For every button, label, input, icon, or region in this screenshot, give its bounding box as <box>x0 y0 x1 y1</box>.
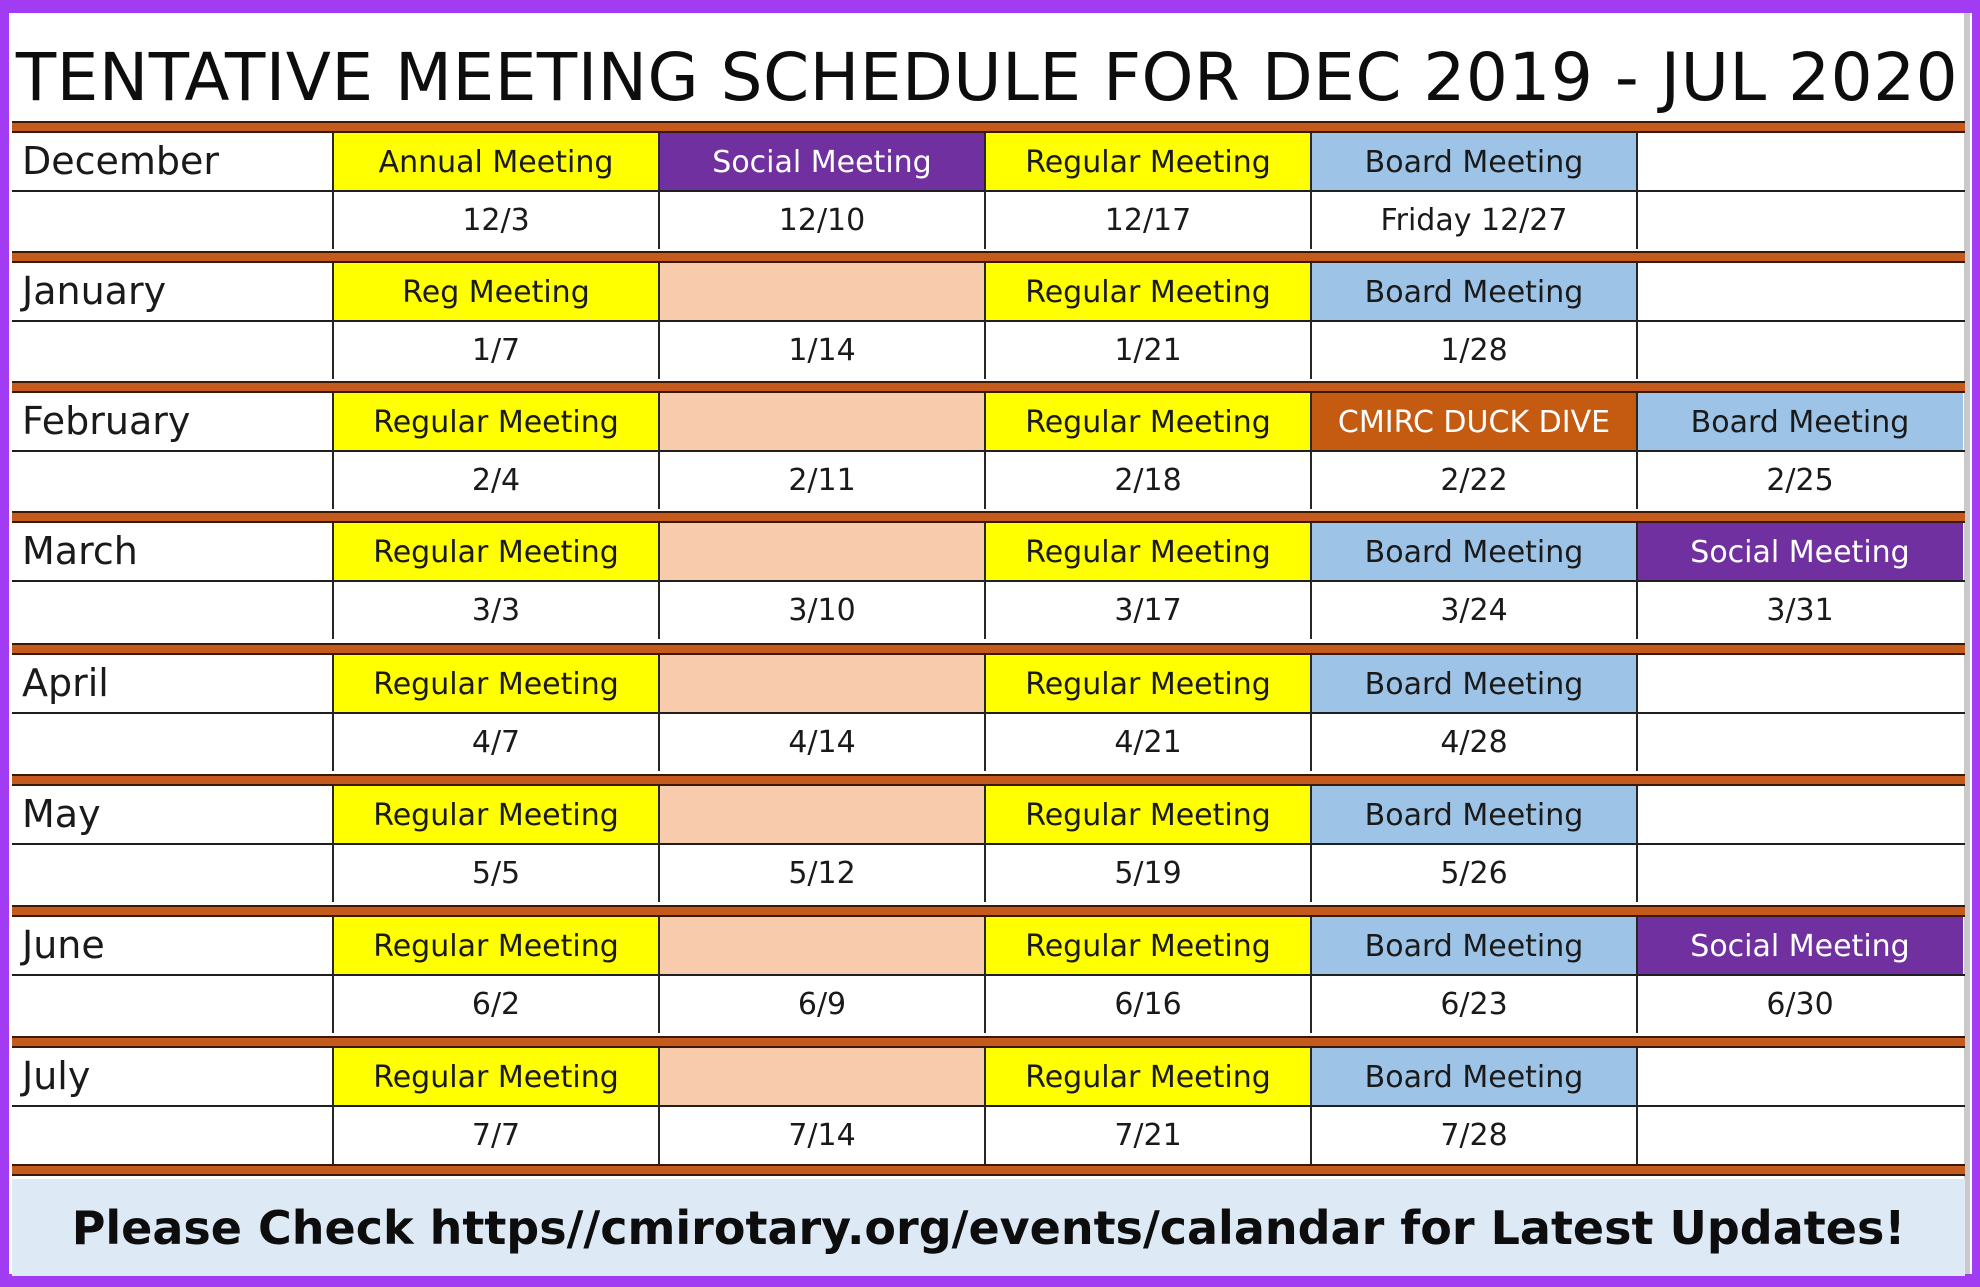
column-divider <box>658 523 660 639</box>
date-cell: 6/23 <box>1311 975 1637 1033</box>
date-cell: 6/16 <box>985 975 1311 1033</box>
column-divider <box>332 263 334 379</box>
column-divider <box>1310 393 1312 509</box>
date-cell: 3/17 <box>985 581 1311 639</box>
column-divider <box>1636 263 1638 379</box>
empty-cell <box>1637 133 1963 191</box>
date-cell <box>1637 1106 1963 1164</box>
date-cell: 5/5 <box>333 844 659 902</box>
row-divider <box>12 843 1965 845</box>
event-cell: Board Meeting <box>1311 263 1637 321</box>
date-cell: 4/14 <box>659 713 985 771</box>
column-divider <box>1636 393 1638 509</box>
column-divider <box>658 1048 660 1164</box>
date-cell: 2/22 <box>1311 451 1637 509</box>
event-cell: Regular Meeting <box>985 655 1311 713</box>
date-cell: 3/24 <box>1311 581 1637 639</box>
date-cell: 2/18 <box>985 451 1311 509</box>
event-cell: Regular Meeting <box>985 786 1311 844</box>
event-cell <box>659 263 985 321</box>
row-separator <box>12 905 1965 917</box>
event-cell <box>659 523 985 581</box>
date-cell: 2/25 <box>1637 451 1963 509</box>
date-cell: 7/21 <box>985 1106 1311 1164</box>
month-label: June <box>22 923 105 967</box>
event-cell: Regular Meeting <box>985 263 1311 321</box>
column-divider <box>1310 655 1312 771</box>
column-divider <box>1636 786 1638 902</box>
column-divider <box>984 786 986 902</box>
row-divider <box>12 974 1965 976</box>
date-cell: 1/28 <box>1311 321 1637 379</box>
date-cell: Friday 12/27 <box>1311 191 1637 249</box>
column-divider <box>984 523 986 639</box>
row-divider <box>12 450 1965 452</box>
column-divider <box>984 655 986 771</box>
month-label: April <box>22 661 109 705</box>
event-cell <box>659 1048 985 1106</box>
date-cell: 3/3 <box>333 581 659 639</box>
date-cell <box>1637 191 1963 249</box>
column-divider <box>984 393 986 509</box>
column-divider <box>332 1048 334 1164</box>
row-separator <box>12 251 1965 263</box>
month-label: December <box>22 139 220 183</box>
event-cell: Board Meeting <box>1311 523 1637 581</box>
row-separator <box>12 381 1965 393</box>
date-cell: 7/7 <box>333 1106 659 1164</box>
event-cell <box>659 655 985 713</box>
event-cell: Board Meeting <box>1311 786 1637 844</box>
date-cell: 3/31 <box>1637 581 1963 639</box>
date-cell <box>1637 713 1963 771</box>
event-cell: Regular Meeting <box>985 393 1311 451</box>
date-cell: 12/17 <box>985 191 1311 249</box>
row-divider <box>12 190 1965 192</box>
date-cell: 3/10 <box>659 581 985 639</box>
empty-cell <box>1637 655 1963 713</box>
date-cell: 12/10 <box>659 191 985 249</box>
event-cell: Social Meeting <box>1637 917 1963 975</box>
event-cell <box>659 786 985 844</box>
date-cell: 4/21 <box>985 713 1311 771</box>
column-divider <box>1636 133 1638 249</box>
event-cell: Board Meeting <box>1637 393 1963 451</box>
date-cell: 5/26 <box>1311 844 1637 902</box>
month-label: January <box>22 269 167 313</box>
event-cell: Board Meeting <box>1311 133 1637 191</box>
date-cell: 1/21 <box>985 321 1311 379</box>
month-label: March <box>22 529 138 573</box>
event-cell: Annual Meeting <box>333 133 659 191</box>
date-cell: 4/28 <box>1311 713 1637 771</box>
date-cell: 7/28 <box>1311 1106 1637 1164</box>
column-divider <box>984 917 986 1033</box>
page-title: TENTATIVE MEETING SCHEDULE FOR DEC 2019 - JUL 2020 <box>15 39 1959 116</box>
month-label: May <box>22 792 101 836</box>
event-cell: Board Meeting <box>1311 655 1637 713</box>
column-divider <box>984 133 986 249</box>
event-cell: Board Meeting <box>1311 917 1637 975</box>
column-divider <box>658 786 660 902</box>
row-divider <box>12 320 1965 322</box>
empty-cell <box>1637 786 1963 844</box>
date-cell: 5/19 <box>985 844 1311 902</box>
column-divider <box>1310 523 1312 639</box>
column-divider <box>1310 786 1312 902</box>
event-cell <box>659 393 985 451</box>
row-separator <box>12 643 1965 655</box>
column-divider <box>658 393 660 509</box>
column-divider <box>332 393 334 509</box>
column-divider <box>1636 1048 1638 1164</box>
date-cell: 6/30 <box>1637 975 1963 1033</box>
month-label: February <box>22 399 191 443</box>
row-separator <box>12 511 1965 523</box>
date-cell: 1/14 <box>659 321 985 379</box>
row-separator <box>12 774 1965 786</box>
column-divider <box>984 1048 986 1164</box>
event-cell: Regular Meeting <box>333 655 659 713</box>
date-cell: 7/14 <box>659 1106 985 1164</box>
date-cell <box>1637 844 1963 902</box>
date-cell: 12/3 <box>333 191 659 249</box>
column-divider <box>1310 133 1312 249</box>
empty-cell <box>1637 263 1963 321</box>
footer-notice: Please Check https//cmirotary.org/events/calandar for Latest Updates! <box>12 1179 1965 1276</box>
event-cell: Reg Meeting <box>333 263 659 321</box>
column-divider <box>332 133 334 249</box>
event-cell: Regular Meeting <box>985 917 1311 975</box>
event-cell: Regular Meeting <box>985 523 1311 581</box>
column-divider <box>1636 523 1638 639</box>
row-divider <box>12 712 1965 714</box>
date-cell: 2/4 <box>333 451 659 509</box>
event-cell: Regular Meeting <box>333 786 659 844</box>
event-cell <box>659 917 985 975</box>
date-cell: 2/11 <box>659 451 985 509</box>
row-separator <box>12 1036 1965 1048</box>
month-label: July <box>22 1054 91 1098</box>
row-divider <box>12 580 1965 582</box>
date-cell: 4/7 <box>333 713 659 771</box>
event-cell: Regular Meeting <box>985 1048 1311 1106</box>
date-cell: 6/2 <box>333 975 659 1033</box>
event-cell: Social Meeting <box>1637 523 1963 581</box>
column-divider <box>658 917 660 1033</box>
event-cell: CMIRC DUCK DIVE <box>1311 393 1637 451</box>
date-cell: 1/7 <box>333 321 659 379</box>
column-divider <box>332 655 334 771</box>
column-divider <box>332 523 334 639</box>
row-separator <box>12 121 1965 133</box>
event-cell: Regular Meeting <box>333 917 659 975</box>
event-cell: Regular Meeting <box>333 393 659 451</box>
event-cell: Regular Meeting <box>333 1048 659 1106</box>
date-cell: 6/9 <box>659 975 985 1033</box>
date-cell <box>1637 321 1963 379</box>
column-divider <box>1636 917 1638 1033</box>
row-separator <box>12 1164 1965 1176</box>
column-divider <box>1310 1048 1312 1164</box>
column-divider <box>984 263 986 379</box>
column-divider <box>332 786 334 902</box>
column-divider <box>658 133 660 249</box>
event-cell: Regular Meeting <box>985 133 1311 191</box>
event-cell: Social Meeting <box>659 133 985 191</box>
date-cell: 5/12 <box>659 844 985 902</box>
column-divider <box>332 917 334 1033</box>
column-divider <box>1310 917 1312 1033</box>
column-divider <box>1636 655 1638 771</box>
column-divider <box>1310 263 1312 379</box>
column-divider <box>658 655 660 771</box>
event-cell: Board Meeting <box>1311 1048 1637 1106</box>
event-cell: Regular Meeting <box>333 523 659 581</box>
empty-cell <box>1637 1048 1963 1106</box>
column-divider <box>658 263 660 379</box>
row-divider <box>12 1105 1965 1107</box>
